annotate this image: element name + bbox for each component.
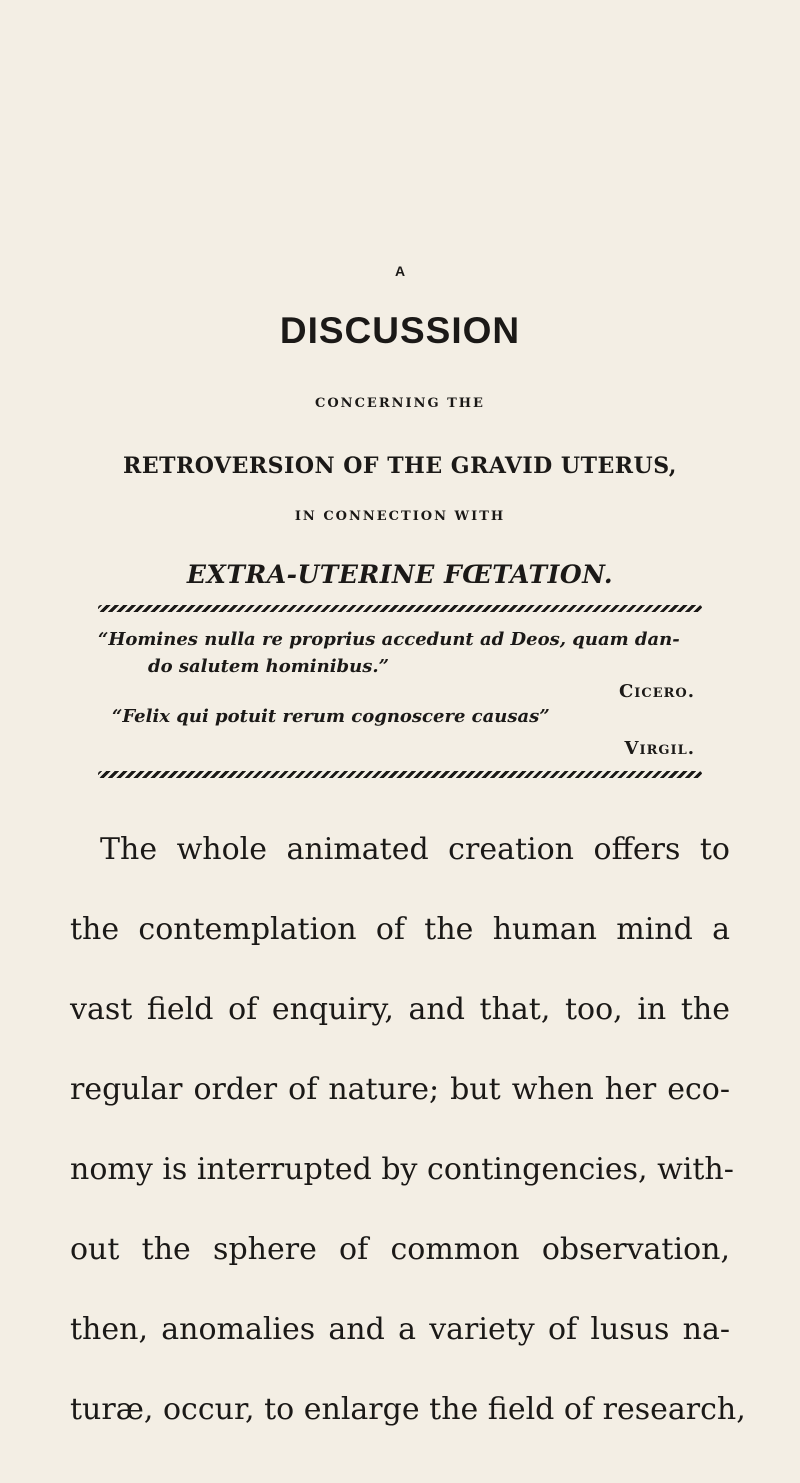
body-line: then, anomalies and a variety of lusus na- bbox=[70, 1312, 730, 1347]
subtitle-concerning: CONCERNING THE bbox=[315, 396, 485, 411]
subtitle-subject-2: EXTRA-UTERINE FŒTATION. bbox=[186, 560, 614, 589]
epigraph-cicero-line-1: “Homines nulla re proprius accedunt ad Deos, quam dan- bbox=[98, 629, 680, 650]
title-article: A bbox=[394, 263, 406, 279]
epigraph-author-virgil: Virgil. bbox=[624, 738, 695, 759]
body-line: turæ, occur, to enlarge the field of research, bbox=[70, 1392, 746, 1427]
epigraph-virgil: “Felix qui potuit rerum cognoscere causas” bbox=[112, 706, 550, 727]
ornament-rule-top bbox=[98, 605, 702, 612]
body-line: regular order of nature; but when her eco- bbox=[70, 1072, 730, 1107]
body-line: The whole animated creation offers to bbox=[100, 832, 730, 867]
page-title: DISCUSSION bbox=[279, 310, 521, 351]
epigraph-author-cicero: Cicero. bbox=[618, 681, 695, 702]
body-line: out the sphere of common observation, bbox=[70, 1232, 730, 1267]
subtitle-subject: RETROVERSION OF THE GRAVID UTERUS, bbox=[123, 453, 677, 479]
ornament-rule-bottom bbox=[98, 771, 702, 778]
body-line: the contemplation of the human mind a bbox=[70, 912, 730, 947]
epigraph-cicero-line-2: do salutem hominibus.” bbox=[148, 656, 389, 677]
epigraph-cicero bbox=[98, 626, 708, 680]
body-line: vast field of enquiry, and that, too, in the bbox=[70, 992, 730, 1027]
subtitle-connection: IN CONNECTION WITH bbox=[294, 509, 506, 524]
body-paragraph bbox=[70, 810, 746, 1450]
body-line: nomy is interrupted by contingencies, with- bbox=[70, 1152, 734, 1187]
